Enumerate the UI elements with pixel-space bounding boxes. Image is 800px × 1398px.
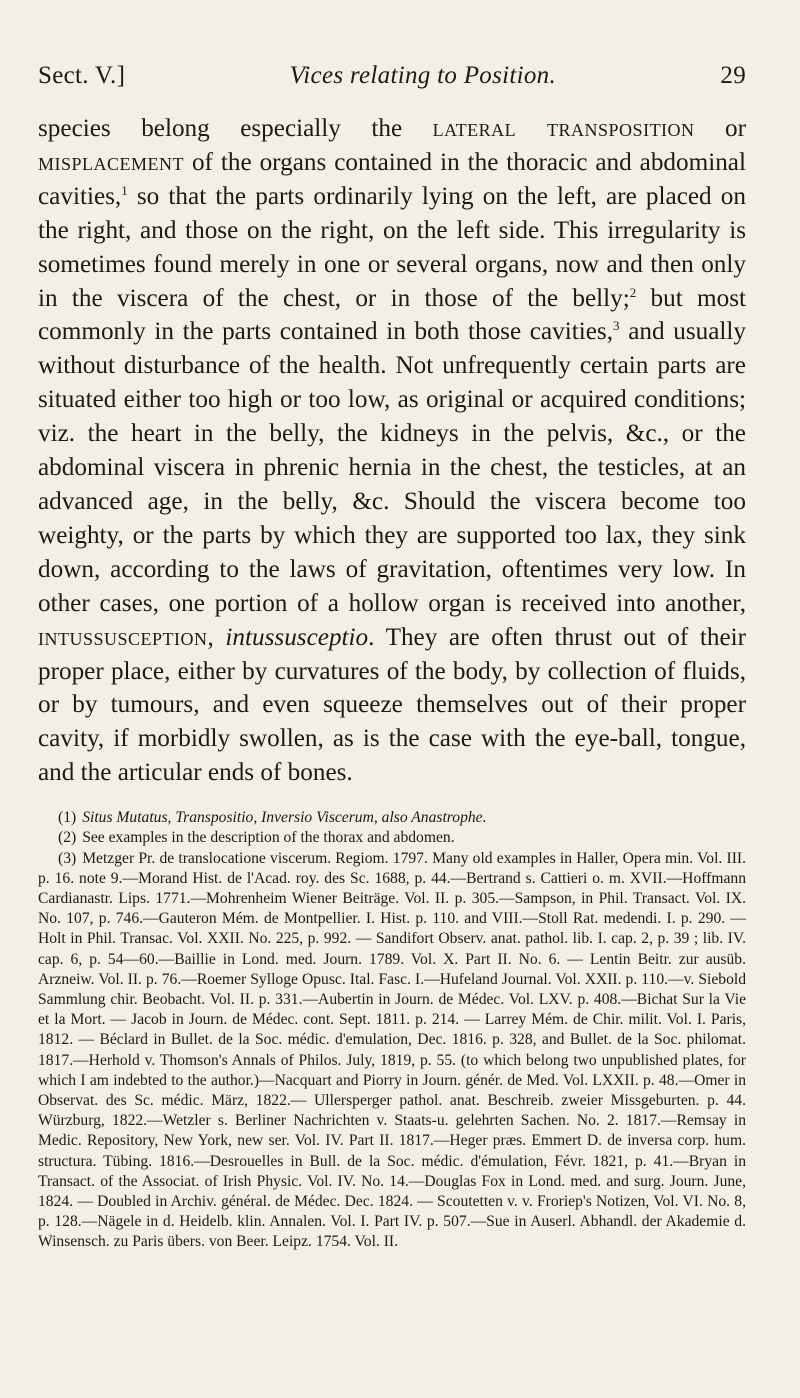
footnote-text: See examples in the description of the thorax and abdomen. [82, 829, 455, 847]
footnote-ref-1: 1 [121, 182, 128, 198]
footnote-ref-3: 3 [613, 318, 620, 334]
footnotes [38, 808, 746, 1252]
term-lateral-transposition: lateral transposition [432, 115, 695, 142]
footnote-1 [38, 808, 746, 828]
text-run: and usually without disturbance of the health. Not unfrequently certain parts are situated either too high or too low, as original or acquired conditions; viz. the heart in the belly, the kidneys in the pelvis, &c., or the abdominal viscera in phrenic hernia in the chest, the testicles, at an advanced age, in the belly, &c. Should the viscera become too weighty, or the parts by which they are supported too lax, they sink down, according to the laws of gravitation, oftentimes very low. In other cases, one portion of a hollow organ is received into another, [38, 318, 746, 617]
section-label: Sect. V.] [38, 62, 126, 89]
text-run: or [694, 115, 746, 142]
footnote-3 [38, 849, 746, 1253]
footnote-number: (3) [58, 849, 77, 867]
footnote-number: (2) [58, 829, 77, 847]
running-head [38, 62, 746, 90]
footnote-text: Metzger Pr. de translocatione viscerum. Regiom. 1797. Many old examples in Haller, Opera min. Vol. III. p. 16. note 9.—Morand Hist. de l'Acad. roy. des Sc. 1688, p. 44.—Bertrand s. Cattieri o. m. XVII.—Hoffmann Cardianastr. Lips. 1771.—Mohrenheim Wiener Beiträge. Vol. II. p. 305.—Sampson, in Phil. Transact. Vol. IX. No. 107, p. 746.—Gauteron Mém. de Montpellier. I. Hist. p. 110. and VIII.—Stoll Rat. medendi. I. p. 290. — Holt in Phil. Transac. Vol. XXII. No. 225, p. 992. — Sandifort Observ. anat. pathol. lib. I. cap. 2, p. 39 ; lib. IV. cap. 6, p. 54—60.—Baillie in Lond. med. Journ. 1789. Vol. X. Part II. No. 6. — Lentin Beitr. zur ausüb. Arzneiw. Vol. II. p. 76.—Roemer Sylloge Opusc. Ital. Fasc. I.—Hufeland Journal. Vol. XXII. p. 110.—v. Siebold Sammlung chir. Beobacht. Vol. II. p. 331.—Aubertin in Journ. de Médec. Vol. LXV. p. 408.—Bichat Sur la Vie et la Mort. — Jacob in Journ. de Médec. cont. Sept. 1811. p. 214. — Larrey Mém. de Chir. milit. Vol. I. Paris, 1812. — Béclard in Bullet. de la Soc. médic. d'emulation, Dec. 1816. p. 328, and Bullet. de la Soc. philomat. 1817.—Herhold v. Thomson's Annals of Philos. July, 1819, p. 55. (to which belong two unpublished plates, for which I am indebted to the author.)—Nacquart and Piorry in Journ. génér. de Med. Vol. LXXII. p. 48.—Omer in Observat. des Sc. médic. März, 1822.— Ullersperger pathol. anat. Beschreib. zweier Missgeburten. p. 44. Würzburg, 1822.—Wetzler s. Berliner Nachrichten v. Staats-u. gelehrten Sachen. No. 2. 1817.—Remsay in Medic. Repository, New York, new ser. Vol. IV. Part II. 1817.—Heger præs. Emmert D. de inversa corp. hum. structura. Tübing. 1816.—Desrouelles in Bull. de la Soc. médic. d'émulation, Févr. 1821, p. 41.—Bryan in Transact. of the Associat. of Irish Physic. Vol. IV. No. 14.—Douglas Fox in Lond. med. and surg. Journ. June, 1824. — Doubled in Archiv. général. de Médec. Dec. 1824. — Scoutetten v. v. Froriep's Notizen, Vol. VI. No. 8, p. 128.—Nägele in d. Heidelb. klin. Annalen. Vol. I. Part IV. p. 507.—Sue in Auserl. Abhandl. der Akademie d. Winsensch. zu Paris übers. von Beer. Leipz. 1754. Vol. II. [38, 849, 746, 1251]
text-run: , [207, 623, 226, 651]
main-paragraph [38, 112, 746, 790]
text-run: of the organs contained in the thoracic and abdominal cavities, [38, 148, 746, 210]
text-run: . They are often thrust out of their proper place, either by curvatures of the body, by collection of fluids, or by tumours, and even squeeze themselves out of their proper cavity, if morbidly swollen, as is the case with the eye-ball, tongue, and the articular ends of bones. [38, 623, 747, 787]
footnote-text: Situs Mutatus, Transpositio, Inversio Viscerum, also Anastrophe. [82, 809, 487, 827]
footnote-number: (1) [58, 809, 77, 827]
page-number: 29 [720, 62, 746, 89]
term-misplacement: misplacement [38, 148, 185, 176]
term-intussusceptio: intussusceptio [225, 623, 369, 651]
footnote-2 [38, 828, 746, 848]
term-intussusception: intussusception [38, 623, 208, 651]
footnote-ref-2: 2 [629, 284, 637, 300]
text-run: but most commonly in the parts contained in both those cavities, [38, 284, 747, 346]
text-run: species belong especially the [38, 115, 433, 142]
text-run: so that the parts ordinarily lying on the left, are placed on the right, and those on the right, on the left side. This irregularity is sometimes found merely in one or several organs, now and then only in the viscera of the chest, or in those of the belly; [38, 182, 746, 312]
chapter-title: Vices relating to Position. [289, 62, 556, 89]
